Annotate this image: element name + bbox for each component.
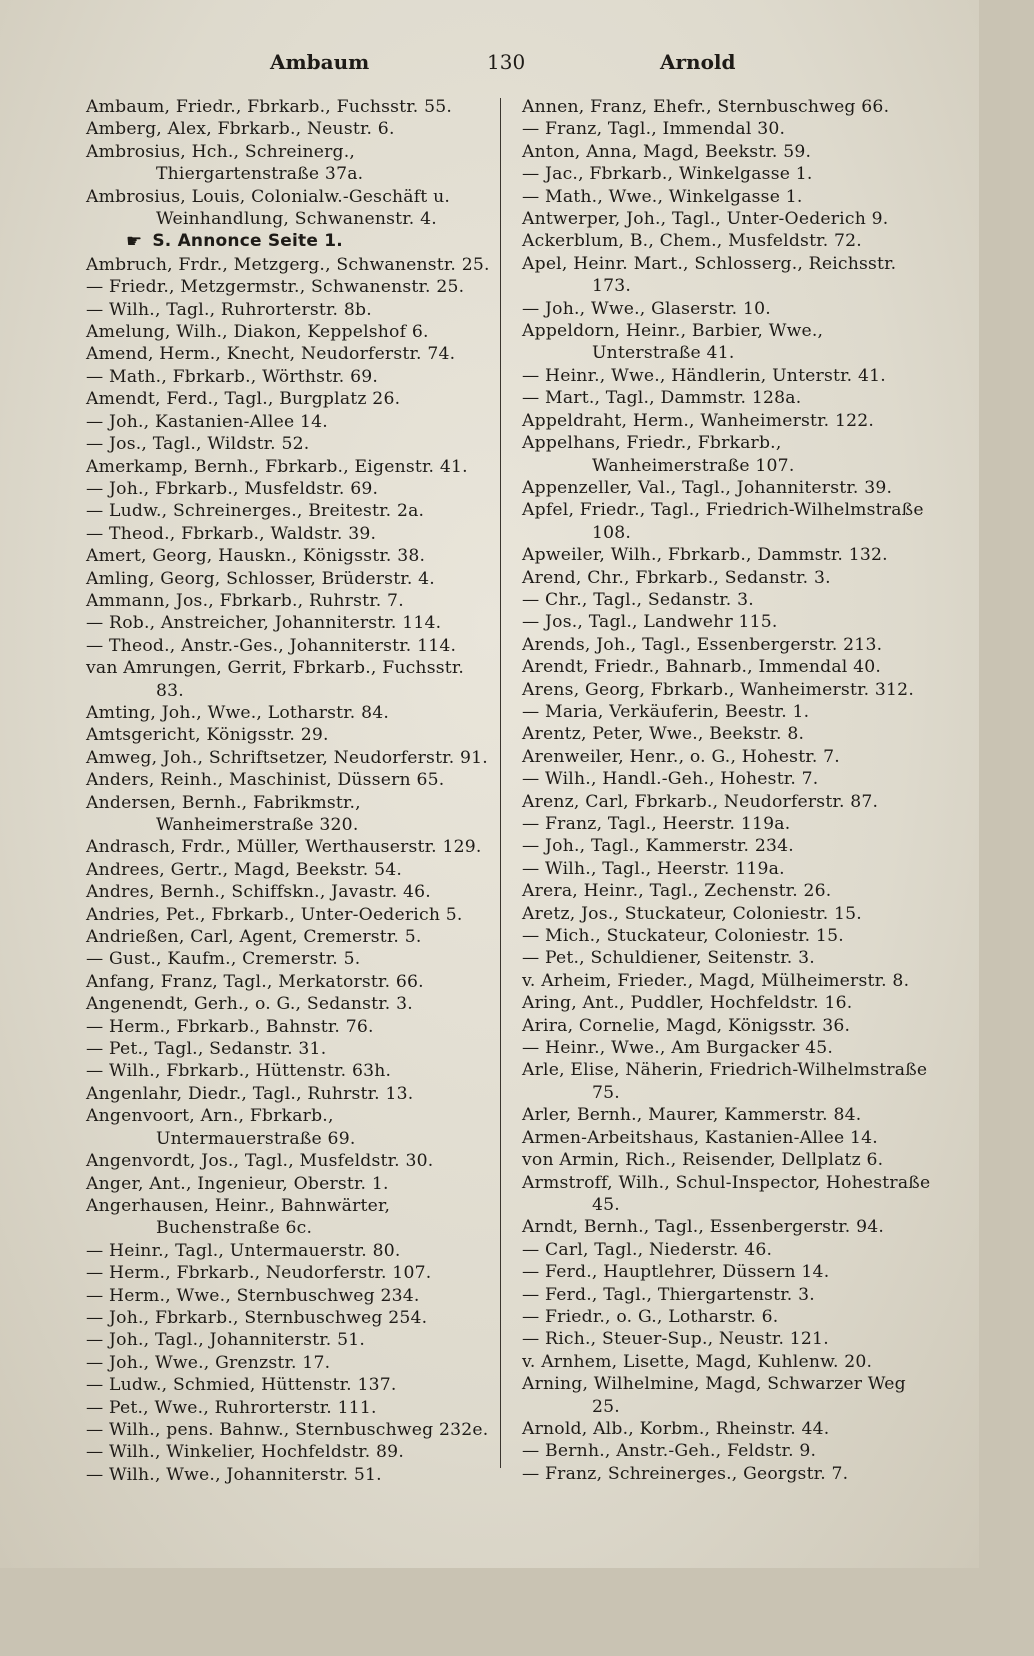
directory-entry: Amtsgericht, Königsstr. 29.	[86, 725, 329, 746]
directory-entry: — Pet., Schuldiener, Seitenstr. 3.	[522, 948, 815, 969]
directory-entry: Ackerblum, B., Chem., Musfeldstr. 72.	[522, 231, 862, 252]
directory-entry: — Herm., Wwe., Sternbuschweg 234.	[86, 1285, 420, 1306]
directory-entry: — Gust., Kaufm., Cremerstr. 5.	[86, 949, 361, 970]
right-column	[522, 96, 934, 1485]
directory-entry: Angenvoort, Arn., Fbrkarb., Untermauerstraße 69.	[86, 1106, 356, 1149]
directory-entry: Amweg, Joh., Schriftsetzer, Neudorferstr. 91.	[86, 747, 488, 768]
pointing-hand-icon: ☛	[126, 231, 143, 253]
directory-entry: — Carl, Tagl., Niederstr. 46.	[522, 1239, 773, 1260]
directory-entry: — Pet., Tagl., Sedanstr. 31.	[86, 1039, 327, 1060]
directory-entry: Amendt, Ferd., Tagl., Burgplatz 26.	[86, 389, 401, 410]
directory-entry: Apweiler, Wilh., Fbrkarb., Dammstr. 132.	[522, 545, 888, 566]
directory-entry: — Wilh., Tagl., Heerstr. 119a.	[522, 858, 785, 879]
directory-entry: — Jos., Tagl., Wildstr. 52.	[86, 434, 310, 455]
directory-entry: Appelhans, Friedr., Fbrkarb., Wanheimerstraße 107.	[522, 433, 795, 476]
directory-entry: — Friedr., Metzgermstr., Schwanenstr. 25.	[86, 277, 465, 298]
directory-entry: Arler, Bernh., Maurer, Kammerstr. 84.	[522, 1105, 862, 1126]
directory-entry: Apel, Heinr. Mart., Schlosserg., Reichsstr. 173.	[522, 253, 897, 297]
directory-entry: Arends, Joh., Tagl., Essenbergerstr. 213.	[522, 634, 883, 655]
directory-entry: Angenlahr, Diedr., Tagl., Ruhrstr. 13.	[86, 1083, 414, 1104]
directory-entry: Arning, Wilhelmine, Magd, Schwarzer Weg 25.	[522, 1374, 906, 1417]
directory-entry: Ambrosius, Louis, Colonialw.-Geschäft u. Weinhandlung, Schwanenstr. 4.	[86, 186, 451, 230]
directory-entry: Amerkamp, Bernh., Fbrkarb., Eigenstr. 41.	[86, 456, 468, 477]
directory-entry: — Franz, Tagl., Heerstr. 119a.	[522, 814, 791, 834]
directory-entry: — Herm., Fbrkarb., Bahnstr. 76.	[86, 1016, 374, 1037]
header-first-entry: Ambaum	[270, 50, 370, 74]
directory-entry: — Mart., Tagl., Dammstr. 128a.	[522, 388, 802, 409]
directory-entry: Amting, Joh., Wwe., Lotharstr. 84.	[86, 702, 390, 723]
directory-entry: Arenweiler, Henr., o. G., Hohestr. 7.	[522, 746, 840, 767]
directory-entry: — Franz, Tagl., Immendal 30.	[522, 119, 786, 140]
directory-entry: Anton, Anna, Magd, Beekstr. 59.	[522, 141, 812, 162]
directory-entry: — Rob., Anstreicher, Johanniterstr. 114.	[86, 613, 442, 634]
directory-entry: Arira, Cornelie, Magd, Königsstr. 36.	[522, 1015, 851, 1036]
directory-entry: Andries, Pet., Fbrkarb., Unter-Oederich 5.	[86, 904, 463, 925]
directory-entry: Armstroff, Wilh., Schul-Inspector, Hohestraße 45.	[522, 1172, 931, 1215]
directory-entry: — Pet., Wwe., Ruhrorterstr. 111.	[86, 1397, 377, 1418]
directory-entry: — Wilh., Winkelier, Hochfeldstr. 89.	[86, 1442, 404, 1463]
directory-entry: — Wilh., Tagl., Ruhrorterstr. 8b.	[86, 299, 372, 320]
directory-entry: Andrees, Gertr., Magd, Beekstr. 54.	[86, 859, 403, 880]
page-number: 130	[487, 50, 526, 74]
directory-entry: von Armin, Rich., Reisender, Dellplatz 6.	[522, 1150, 884, 1171]
directory-entry: — Franz, Schreinerges., Georgstr. 7.	[522, 1463, 849, 1484]
directory-entry: — Math., Wwe., Winkelgasse 1.	[522, 186, 803, 207]
directory-entry: — Bernh., Anstr.-Geh., Feldstr. 9.	[522, 1441, 817, 1462]
directory-entry: Ambrosius, Hch., Schreinerg., Thiergartenstraße 37a.	[86, 141, 364, 185]
directory-entry: — Chr., Tagl., Sedanstr. 3.	[522, 589, 754, 610]
directory-entry: Andrießen, Carl, Agent, Cremerstr. 5.	[86, 927, 422, 948]
directory-entry: Arera, Heinr., Tagl., Zechenstr. 26.	[522, 881, 832, 902]
page-header	[0, 50, 979, 80]
directory-entry: — Ludw., Schreinerges., Breitestr. 2a.	[86, 501, 425, 522]
directory-entry: Arndt, Bernh., Tagl., Essenbergerstr. 94.	[522, 1217, 885, 1238]
directory-entry: Amert, Georg, Hauskn., Königsstr. 38.	[86, 546, 426, 567]
directory-entry: — Joh., Kastanien-Allee 14.	[86, 411, 328, 432]
left-column	[86, 96, 491, 1486]
directory-entry: Annen, Franz, Ehefr., Sternbuschweg 66.	[522, 97, 890, 117]
directory-entry: Andres, Bernh., Schiffskn., Javastr. 46.	[86, 882, 431, 903]
directory-entry: — Wilh., Handl.-Geh., Hohestr. 7.	[522, 769, 819, 790]
directory-entry: Ammann, Jos., Fbrkarb., Ruhrstr. 7.	[86, 590, 404, 611]
directory-entry: Arend, Chr., Fbrkarb., Sedanstr. 3.	[522, 567, 831, 588]
directory-entry: Aring, Ant., Puddler, Hochfeldstr. 16.	[522, 993, 853, 1014]
directory-entry: Angerhausen, Heinr., Bahnwärter, Buchenstraße 6c.	[86, 1195, 391, 1239]
directory-entry: — Wilh., Wwe., Johanniterstr. 51.	[86, 1464, 382, 1485]
directory-entry: Anger, Ant., Ingenieur, Oberstr. 1.	[86, 1173, 389, 1194]
directory-entry: Antwerper, Joh., Tagl., Unter-Oederich 9.	[522, 209, 889, 230]
directory-entry: Amling, Georg, Schlosser, Brüderstr. 4.	[86, 568, 435, 589]
directory-entry: — Ludw., Schmied, Hüttenstr. 137.	[86, 1375, 397, 1396]
directory-entry: Amelung, Wilh., Diakon, Keppelshof 6.	[86, 322, 429, 343]
directory-entry: — Jos., Tagl., Landwehr 115.	[522, 612, 778, 633]
directory-entry: Arnold, Alb., Korbm., Rheinstr. 44.	[522, 1418, 830, 1439]
directory-entry: Anders, Reinh., Maschinist, Düssern 65.	[86, 770, 445, 791]
directory-entry: — Theod., Fbrkarb., Waldstr. 39.	[86, 523, 377, 544]
directory-entry: Arendt, Friedr., Bahnarb., Immendal 40.	[522, 657, 882, 678]
directory-entry: Armen-Arbeitshaus, Kastanien-Allee 14.	[522, 1127, 878, 1148]
directory-entry: — Mich., Stuckateur, Coloniestr. 15.	[522, 926, 844, 947]
directory-entry: Amend, Herm., Knecht, Neudorferstr. 74.	[86, 344, 456, 365]
header-last-entry: Arnold	[660, 50, 736, 74]
annonce-text: S. Annonce Seite 1.	[152, 231, 343, 252]
directory-entry: — Joh., Wwe., Grenzstr. 17.	[86, 1352, 331, 1373]
directory-entry: — Maria, Verkäuferin, Beestr. 1.	[522, 701, 810, 722]
directory-entry: Andrasch, Frdr., Müller, Werthauserstr. 129.	[86, 837, 482, 858]
directory-entry: — Joh., Fbrkarb., Sternbuschweg 254.	[86, 1307, 428, 1328]
directory-entry: van Amrungen, Gerrit, Fbrkarb., Fuchsstr. 83.	[86, 658, 465, 701]
directory-entry: Anfang, Franz, Tagl., Merkatorstr. 66.	[86, 971, 424, 992]
directory-entry: Arle, Elise, Näherin, Friedrich-Wilhelmstraße 75.	[522, 1060, 928, 1103]
directory-entry: — Ferd., Tagl., Thiergartenstr. 3.	[522, 1284, 815, 1305]
directory-entry: — Joh., Fbrkarb., Musfeldstr. 69.	[86, 478, 379, 499]
directory-entry: v. Arheim, Frieder., Magd, Mülheimerstr. 8.	[522, 970, 910, 991]
directory-entry: — Wilh., Fbrkarb., Hüttenstr. 63h.	[86, 1061, 392, 1082]
directory-entry: Appeldraht, Herm., Wanheimerstr. 122.	[522, 410, 875, 431]
directory-entry: — Herm., Fbrkarb., Neudorferstr. 107.	[86, 1263, 432, 1284]
directory-entry: Arentz, Peter, Wwe., Beekstr. 8.	[522, 724, 805, 745]
directory-entry: — Ferd., Hauptlehrer, Düssern 14.	[522, 1262, 830, 1283]
directory-entry: — Heinr., Wwe., Händlerin, Unterstr. 41.	[522, 365, 886, 386]
directory-entry: Arenz, Carl, Fbrkarb., Neudorferstr. 87.	[522, 791, 879, 812]
directory-entry: — Joh., Wwe., Glaserstr. 10.	[522, 298, 771, 319]
directory-entry: Appeldorn, Heinr., Barbier, Wwe., Unterstraße 41.	[522, 321, 824, 364]
directory-entry: Angenendt, Gerh., o. G., Sedanstr. 3.	[86, 994, 413, 1015]
directory-entry: — Math., Fbrkarb., Wörthstr. 69.	[86, 366, 379, 387]
directory-entry: Apfel, Friedr., Tagl., Friedrich-Wilhelmstraße 108.	[522, 500, 924, 543]
directory-entry: Aretz, Jos., Stuckateur, Coloniestr. 15.	[522, 903, 862, 924]
directory-entry: — Rich., Steuer-Sup., Neustr. 121.	[522, 1329, 829, 1350]
directory-entry: — Joh., Tagl., Johanniterstr. 51.	[86, 1330, 366, 1351]
directory-entry: — Jac., Fbrkarb., Winkelgasse 1.	[522, 164, 813, 185]
directory-entry: Arens, Georg, Fbrkarb., Wanheimerstr. 312.	[522, 679, 914, 700]
directory-entry: Amberg, Alex, Fbrkarb., Neustr. 6.	[86, 119, 395, 140]
annonce-reference	[86, 230, 491, 253]
directory-entry: — Friedr., o. G., Lotharstr. 6.	[522, 1306, 779, 1327]
directory-entry: Andersen, Bernh., Fabrikmstr., Wanheimerstraße 320.	[86, 792, 361, 835]
directory-entry: — Wilh., pens. Bahnw., Sternbuschweg 232e.	[86, 1419, 489, 1440]
column-divider	[500, 98, 501, 1468]
directory-entry: — Heinr., Tagl., Untermauerstr. 80.	[86, 1240, 401, 1261]
directory-entry: Appenzeller, Val., Tagl., Johanniterstr. 39.	[522, 477, 893, 498]
directory-entry: v. Arnhem, Lisette, Magd, Kuhlenw. 20.	[522, 1351, 873, 1372]
directory-entry: — Heinr., Wwe., Am Burgacker 45.	[522, 1038, 833, 1059]
directory-entry: Ambruch, Frdr., Metzgerg., Schwanenstr. 25.	[86, 254, 490, 275]
directory-entry: — Theod., Anstr.-Ges., Johanniterstr. 114.	[86, 635, 457, 656]
directory-entry: — Joh., Tagl., Kammerstr. 234.	[522, 836, 794, 857]
directory-entry: Ambaum, Friedr., Fbrkarb., Fuchsstr. 55.	[86, 97, 453, 117]
directory-entry: Angenvordt, Jos., Tagl., Musfeldstr. 30.	[86, 1151, 434, 1172]
